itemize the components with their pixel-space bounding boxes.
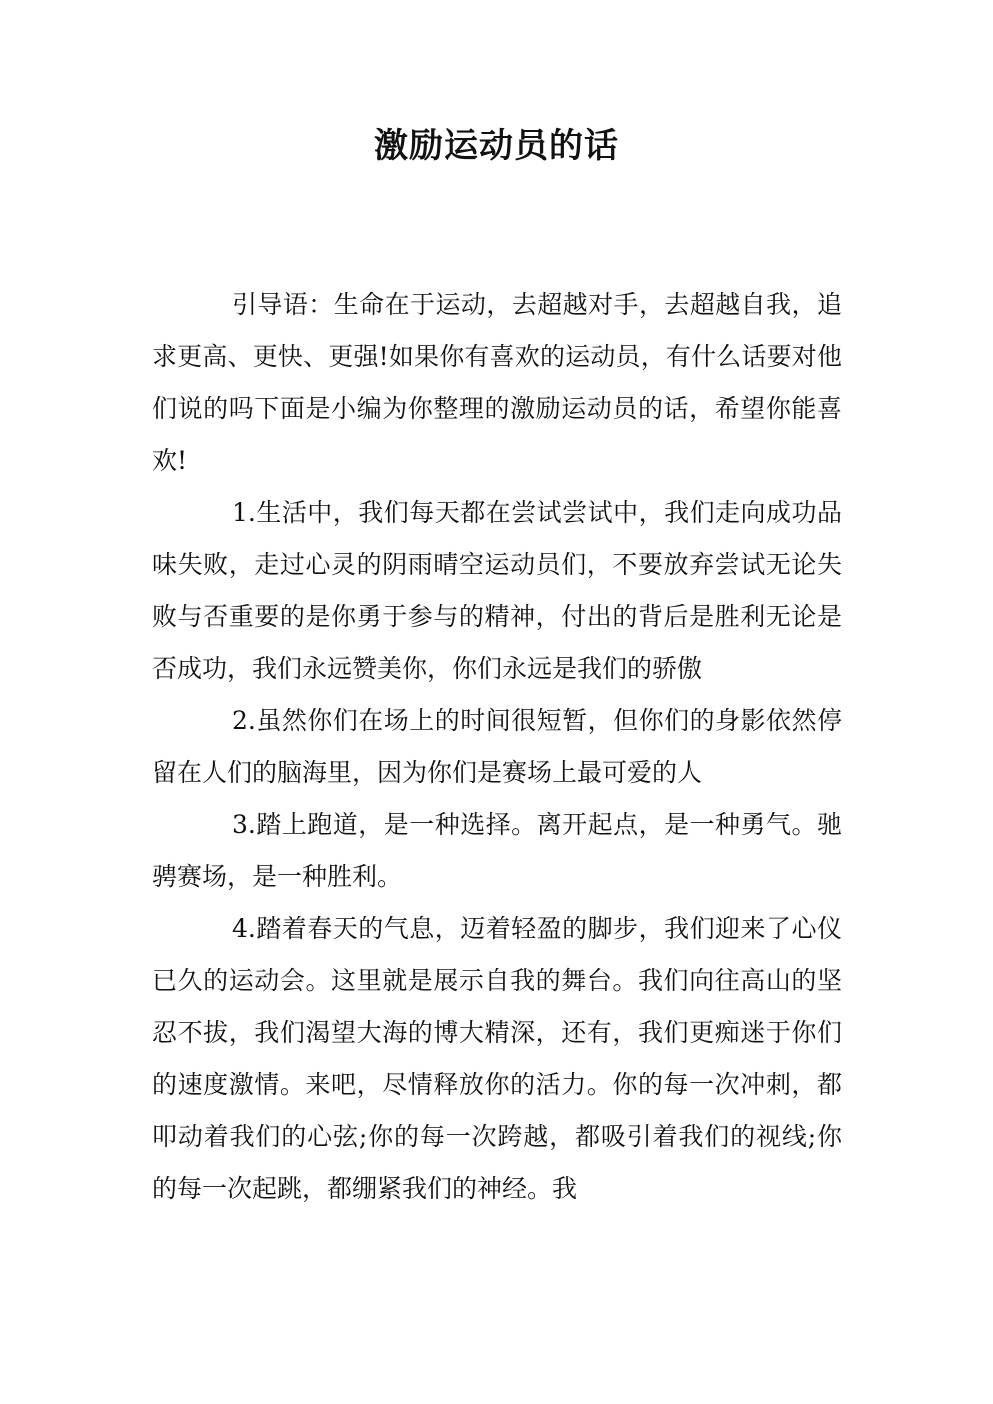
document-body	[152, 279, 842, 1215]
paragraph-item-3: 3.踏上跑道，是一种选择。离开起点，是一种勇气。驰骋赛场，是一种胜利。	[152, 810, 842, 891]
paragraph-intro: 引导语：生命在于运动，去超越对手，去超越自我，追求更高、更快、更强!如果你有喜欢的运动员，有什么话要对他们说的吗下面是小编为你整理的激励运动员的话，希望你能喜欢!	[152, 290, 842, 475]
paragraph-item-4: 4.踏着春天的气息，迈着轻盈的脚步，我们迎来了心仪已久的运动会。这里就是展示自我的舞台。我们向往高山的坚忍不拔，我们渴望大海的博大精深，还有，我们更痴迷于你们的速度激情。来吧，尽情释放你的活力。你的每一次冲刺，都叩动着我们的心弦;你的每一次跨越，都吸引着我们的视线;你的每一次起跳，都绷紧我们的神经。我	[152, 914, 842, 1203]
paragraph-item-1: 1.生活中，我们每天都在尝试尝试中，我们走向成功品味失败，走过心灵的阴雨晴空运动员们，不要放弃尝试无论失败与否重要的是你勇于参与的精神，付出的背后是胜利无论是否成功，我们永远赞美你，你们永远是我们的骄傲	[152, 498, 842, 683]
document-title: 激励运动员的话	[374, 126, 619, 166]
paragraph-item-2: 2.虽然你们在场上的时间很短暂，但你们的身影依然停留在人们的脑海里，因为你们是赛场上最可爱的人	[152, 706, 842, 787]
